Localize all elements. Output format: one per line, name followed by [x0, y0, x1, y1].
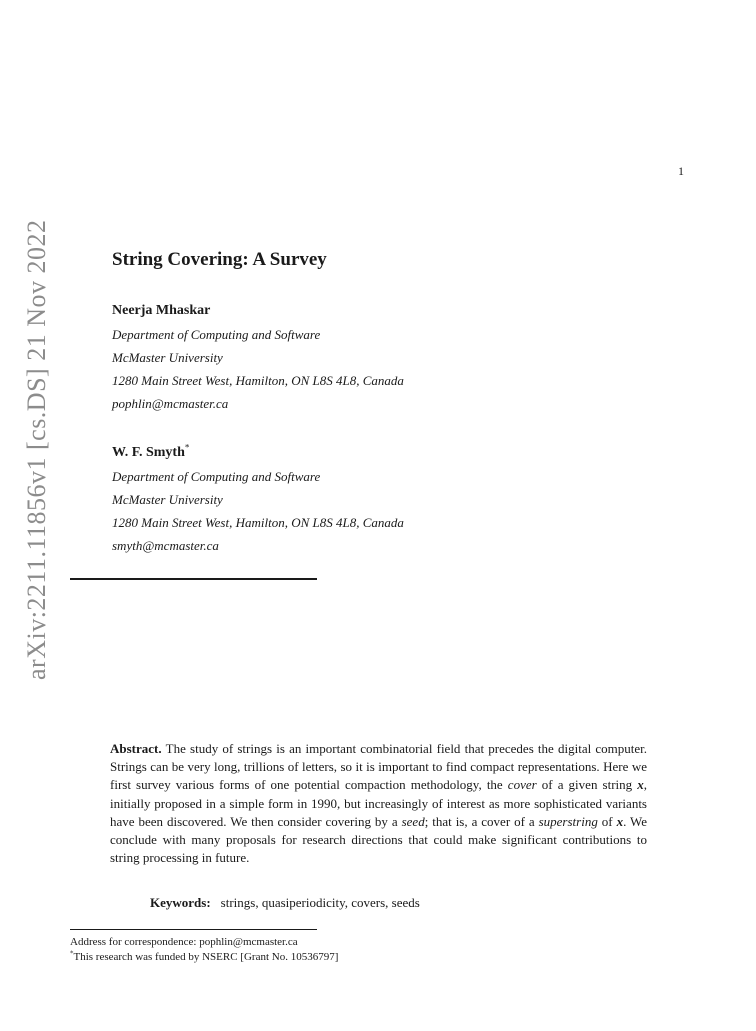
keywords-label: Keywords:: [150, 895, 211, 910]
footnote-mark: *: [70, 949, 74, 958]
author-university: McMaster University: [112, 350, 223, 365]
author-department: Department of Computing and Software: [112, 469, 321, 484]
arxiv-identifier-stamp[interactable]: arXiv:2211.11856v1 [cs.DS] 21 Nov 2022: [22, 219, 51, 680]
abstract-label: Abstract.: [110, 741, 162, 756]
author-address: 1280 Main Street West, Hamilton, ON L8S 4L8, Canada: [112, 373, 404, 388]
footnote-funding-text: This research was funded by NSERC [Grant No. 10536797]: [73, 951, 339, 963]
math-variable-x: x: [637, 777, 644, 793]
term-cover: cover: [507, 777, 537, 793]
term-seed: seed: [401, 813, 425, 829]
keywords-line: [150, 895, 420, 911]
abstract-paragraph: [110, 740, 647, 867]
paper-title: String Covering: A Survey: [112, 249, 327, 270]
footnote-correspondence: Address for correspondence: pophlin@mcmaster.ca: [70, 936, 298, 948]
author-email[interactable]: pophlin@mcmaster.ca: [112, 396, 229, 411]
page-number: 1: [678, 164, 684, 178]
footnotes: [70, 935, 338, 965]
abstract-text: ; that is, a cover of a: [424, 813, 539, 829]
author-email[interactable]: smyth@mcmaster.ca: [112, 538, 219, 553]
abstract-text: of: [597, 813, 617, 829]
abstract-text: The study of strings is an important combinatorial field that precedes the digital computer. Strings can be very long, trillions of letters, so it is important to find compact representations. Here we first survey various forms of one potential compaction methodology, the: [110, 741, 647, 793]
abstract-text: , initially proposed in a simple form in 1990, but increasingly of interest as more sophisticated variants have been discovered. We then consider covering by a: [110, 777, 647, 829]
keywords-text: strings, quasiperiodicity, covers, seeds: [220, 895, 420, 910]
author-block-smyth: [112, 443, 532, 557]
title-block-divider: [70, 578, 317, 580]
author-address: 1280 Main Street West, Hamilton, ON L8S 4L8, Canada: [112, 515, 404, 530]
author-name: Neerja Mhaskar: [112, 303, 211, 318]
author-university: McMaster University: [112, 492, 223, 507]
abstract-text: . We conclude with many proposals for research directions that could make significant contributions to string processing in future.: [110, 813, 648, 866]
footnote-divider: [70, 929, 317, 930]
author-department: Department of Computing and Software: [112, 327, 321, 342]
abstract-text: of a given string: [536, 777, 638, 793]
term-superstring: superstring: [538, 813, 598, 829]
footnote-funding: [70, 950, 338, 965]
math-variable-x: x: [616, 813, 624, 829]
author-block-mhaskar: [112, 301, 532, 415]
author-footnote-mark[interactable]: *: [184, 442, 190, 453]
author-name: W. F. Smyth*: [112, 442, 190, 460]
